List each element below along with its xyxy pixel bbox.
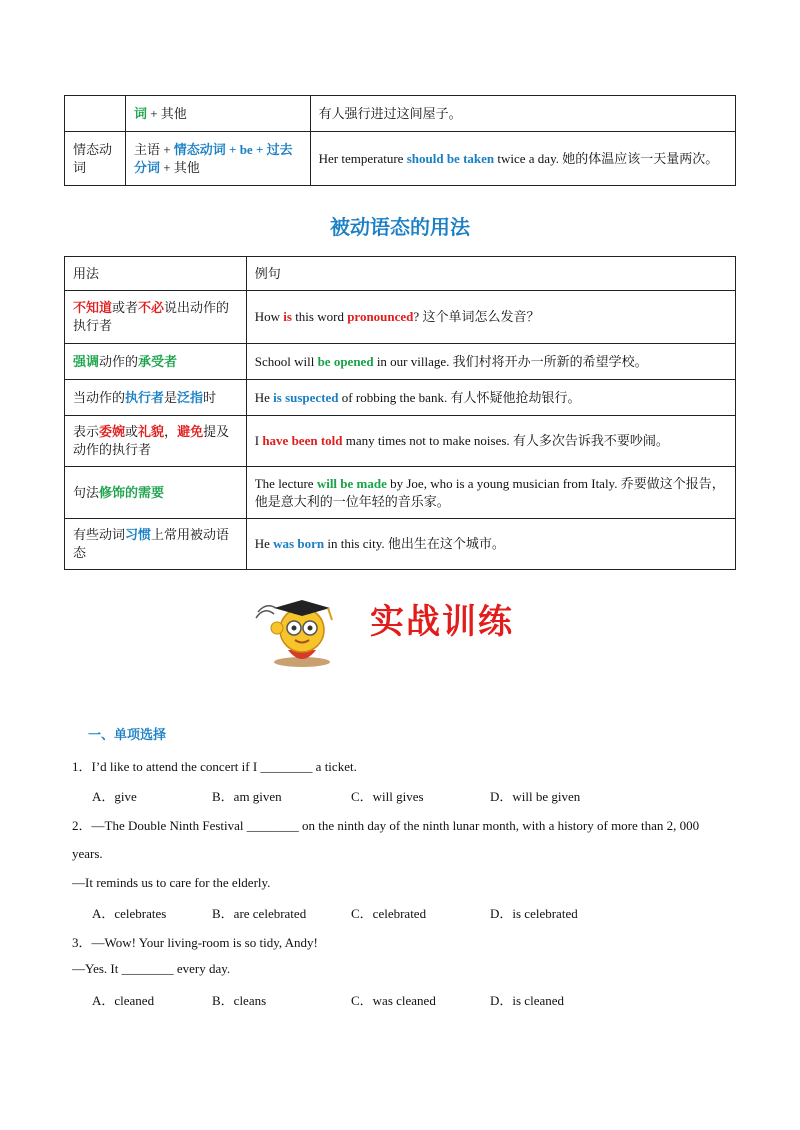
table-cell — [65, 96, 126, 132]
usage-cell — [65, 519, 247, 570]
example-cell — [246, 416, 735, 467]
plain-text: ， — [164, 424, 178, 439]
plain-text: 表示 — [73, 424, 100, 439]
plain-text: many times not to make noises. 有人多次告诉我不要吵闹。 — [342, 433, 669, 448]
option-d[interactable]: D．is cleaned — [490, 993, 565, 1008]
table-row — [65, 132, 736, 186]
example-cell — [246, 467, 735, 519]
plain-text: 时 — [203, 389, 217, 405]
highlight-text: have been told — [262, 433, 343, 448]
table-cell: 主语 + 情态动词 + be + 过去分词 + 其他 — [125, 132, 310, 186]
plain-text: 句法 — [73, 484, 100, 500]
plain-text: The lecture — [254, 475, 317, 491]
usage-cell — [65, 416, 247, 467]
highlight-text: will be made — [316, 475, 387, 491]
plain-text: 有些动词 — [73, 527, 126, 542]
option-b[interactable]: B．cleans — [212, 993, 267, 1008]
option-c[interactable]: C．will gives — [351, 789, 424, 804]
question-1: 1．I’d like to attend the concert if I ________ a ticket. — [72, 759, 357, 774]
plain-text: I — [254, 433, 263, 448]
example-cell — [246, 380, 735, 416]
table-row — [65, 344, 736, 380]
highlight-text: 委婉 — [99, 424, 126, 439]
plain-text: 是 — [164, 389, 178, 405]
highlight-text: 承受者 — [138, 353, 178, 369]
highlight-text: 泛指 — [177, 389, 204, 405]
header-usage: 用法 — [65, 257, 247, 291]
highlight-text: 避免 — [177, 424, 204, 439]
usage-cell — [65, 291, 247, 344]
example-cell — [246, 344, 735, 380]
usage-cell — [65, 380, 247, 416]
option-c[interactable]: C．celebrated — [351, 906, 427, 921]
table-row — [65, 380, 736, 416]
table-cell: 词 + 其他 — [125, 96, 310, 132]
table-row — [65, 467, 736, 519]
question-2: 2．—The Double Ninth Festival ________ on the ninth day of the ninth lunar month, with a history of more than 2, 000 — [72, 818, 700, 833]
option-c[interactable]: C．was cleaned — [351, 993, 436, 1008]
plain-text: this word — [291, 309, 348, 324]
usage-cell — [65, 344, 247, 380]
highlight-text: 修饰的需要 — [99, 484, 165, 500]
highlight-text: 执行者 — [125, 389, 165, 405]
practice-banner — [250, 588, 550, 668]
highlight-text: be opened — [317, 353, 374, 369]
option-d[interactable]: D．will be given — [490, 789, 581, 804]
question-3: 3．—Wow! Your living-room is so tidy, Andy! — [72, 935, 318, 950]
plain-text: ? 这个单词怎么发音？ — [413, 309, 540, 324]
option-b[interactable]: B．am given — [212, 789, 282, 804]
exercise-heading: 一、单项选择 — [88, 728, 167, 743]
question-2-reply: —It reminds us to care for the elderly. — [72, 875, 271, 890]
structure-table — [64, 95, 736, 186]
plain-text: School will — [254, 353, 318, 369]
table-cell: 有人强行进过这间屋子。 — [310, 96, 735, 132]
table-cell: 情态动词 — [65, 132, 126, 186]
highlight-text: is suspected — [273, 389, 339, 405]
highlight-text: 礼貌 — [138, 424, 165, 439]
option-b[interactable]: B．are celebrated — [212, 906, 307, 921]
usage-cell — [65, 467, 247, 519]
header-example: 例句 — [246, 257, 735, 291]
plain-text: 说出动作的执行者 — [73, 300, 230, 333]
plain-text: in our village. 我们村将开办一所新的希望学校。 — [373, 353, 648, 369]
plain-text: 或 — [125, 424, 139, 439]
highlight-text: was born — [273, 536, 325, 551]
plain-text: by Joe, who is a young musician from Italy. 乔要做这个报告，他是意大利的一位年轻的音乐家。 — [254, 475, 725, 509]
highlight-text: 不知道 — [73, 300, 113, 315]
option-a[interactable]: A．celebrates — [92, 906, 167, 921]
plain-text: in this city. 他出生在这个城市。 — [324, 536, 505, 551]
mascot-with-graduation-cap-icon — [250, 588, 350, 668]
banner-title: 实战训练 — [370, 602, 514, 642]
plain-text: He — [254, 389, 274, 405]
example-cell — [246, 519, 735, 570]
plain-text: 上常用被动语态 — [73, 527, 230, 560]
table-row — [65, 291, 736, 344]
highlight-text: 习惯 — [125, 527, 152, 542]
highlight-text: is — [283, 309, 292, 324]
question-2-cont: years. — [72, 846, 103, 861]
highlight-text: 不必 — [138, 300, 165, 315]
option-a[interactable]: A．give — [92, 789, 137, 804]
section-title: 被动语态的用法 — [330, 215, 470, 239]
table-header-row — [65, 257, 736, 291]
plain-text: of robbing the bank. 有人怀疑他抢劫银行。 — [338, 389, 581, 405]
options-2 — [92, 903, 692, 921]
highlight-text: pronounced — [347, 309, 414, 324]
usage-table — [64, 256, 736, 570]
table-row — [65, 96, 736, 132]
table-row — [65, 519, 736, 570]
option-d[interactable]: D．is celebrated — [490, 906, 578, 921]
options-3 — [92, 990, 692, 1008]
plain-text: How — [254, 309, 284, 324]
question-3-reply: —Yes. It ________ every day. — [72, 961, 231, 976]
table-row — [65, 416, 736, 467]
plain-text: 动作的 — [99, 353, 139, 369]
plain-text: 当动作的 — [73, 389, 126, 405]
options-1 — [92, 786, 692, 804]
plain-text: 提及动作的执行者 — [73, 424, 230, 457]
example-cell — [246, 291, 735, 344]
plain-text: He — [254, 536, 274, 551]
highlight-text: 强调 — [73, 353, 100, 369]
plain-text: 或者 — [112, 300, 139, 315]
table-cell: Her temperature should be taken twice a day. 她的体温应该一天量两次。 — [310, 132, 735, 186]
option-a[interactable]: A．cleaned — [92, 993, 155, 1008]
